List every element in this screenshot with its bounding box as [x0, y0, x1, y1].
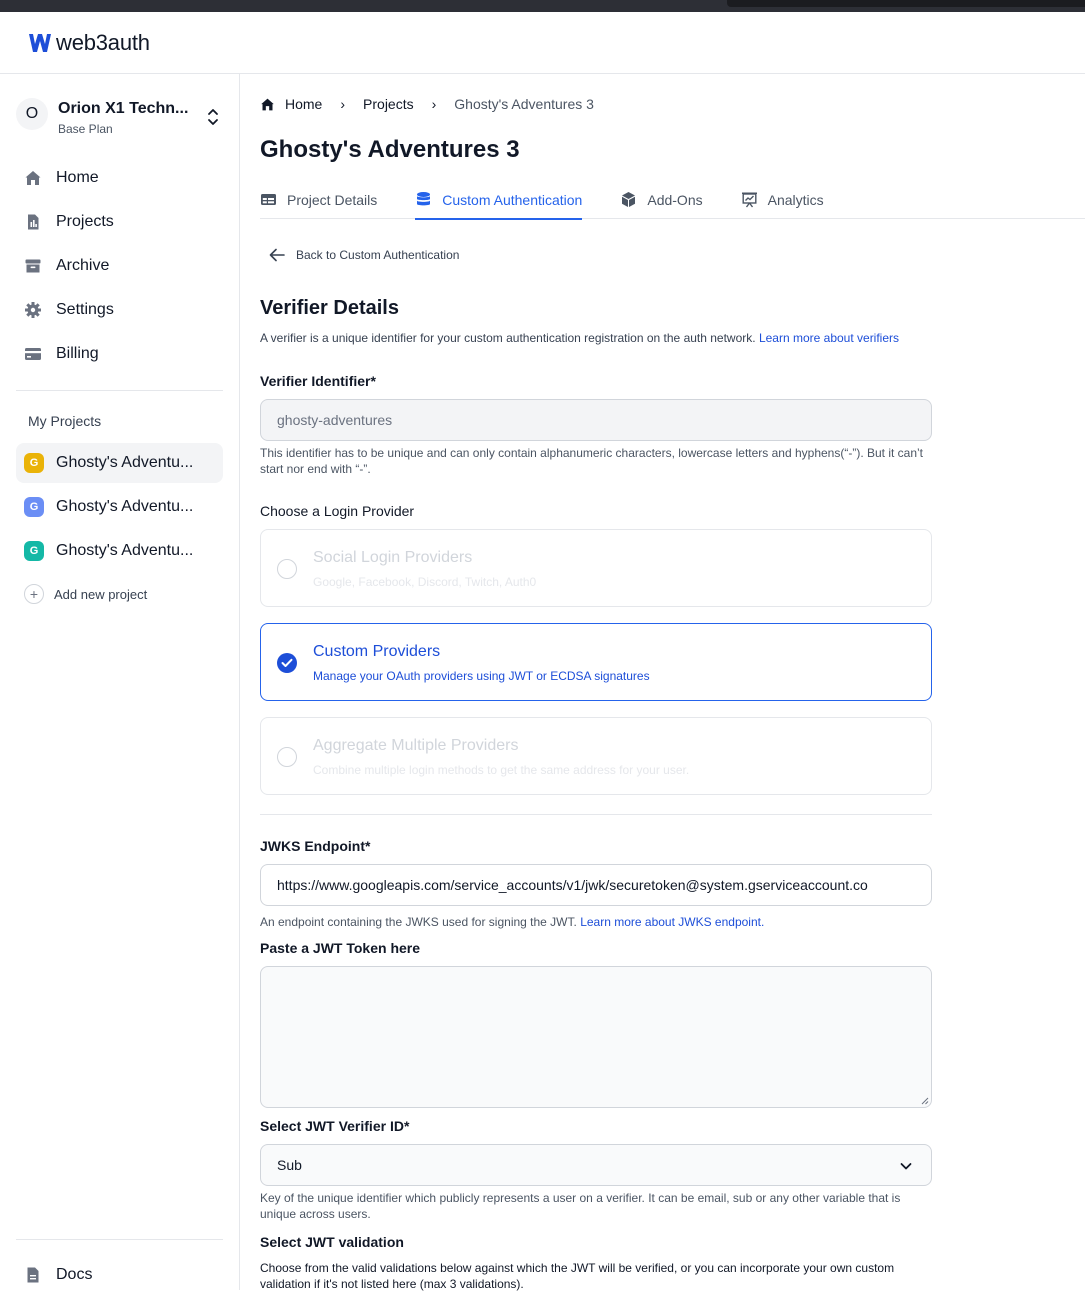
- back-label: Back to Custom Authentication: [296, 248, 460, 262]
- verifier-identifier-value: ghosty-adventures: [277, 412, 393, 428]
- presentation-chart-icon: [741, 191, 758, 208]
- sidebar-item-label: Settings: [56, 301, 114, 318]
- radio-button[interactable]: [277, 559, 297, 579]
- jwt-validation-description: Choose from the valid validations below against which the JWT will be verified, or you can incorporate your own custom validation if it's not listed here (max 3 validations).: [260, 1261, 895, 1291]
- gear-icon: [24, 301, 42, 319]
- project-item[interactable]: [16, 531, 223, 571]
- home-icon: [24, 169, 42, 187]
- provider-option-subtitle: Google, Facebook, Discord, Twitch, Auth0: [313, 575, 537, 589]
- jwks-endpoint-label: JWKS Endpoint*: [260, 838, 371, 854]
- tab-label: Project Details: [287, 191, 378, 208]
- org-plan: Base Plan: [58, 122, 113, 136]
- org-avatar: O: [16, 98, 48, 130]
- tab-project-details[interactable]: [260, 180, 377, 219]
- brand-logo[interactable]: [28, 30, 150, 56]
- tab-label: Add-Ons: [647, 191, 703, 208]
- sidebar-item-label: Projects: [56, 213, 114, 230]
- main-content: [240, 74, 1085, 1290]
- page-title: Ghosty's Adventures 3: [260, 136, 520, 163]
- sidebar-divider: [16, 390, 223, 391]
- sidebar-item-docs[interactable]: [24, 1266, 92, 1284]
- tab-add-ons[interactable]: [620, 180, 702, 219]
- radio-button[interactable]: [277, 747, 297, 767]
- document-icon: [24, 1266, 42, 1284]
- project-badge: G: [24, 453, 44, 473]
- verifier-identifier-label: Verifier Identifier*: [260, 373, 376, 389]
- sidebar-nav: [16, 156, 224, 376]
- add-project-button[interactable]: [24, 584, 147, 604]
- org-name: Orion X1 Techn...: [58, 100, 189, 117]
- login-provider-label: Choose a Login Provider: [260, 503, 415, 519]
- tab-analytics[interactable]: [741, 180, 824, 219]
- jwt-token-textarea[interactable]: [260, 966, 932, 1108]
- project-label: Ghosty's Adventu...: [56, 454, 194, 471]
- window-top-strip: [0, 0, 1085, 12]
- learn-more-verifiers-link[interactable]: Learn more about verifiers: [758, 331, 900, 345]
- verifier-description-text: A verifier is a unique identifier for your custom authentication registration on the auth network.: [260, 331, 756, 345]
- web3auth-logo-icon: [28, 31, 52, 55]
- resize-grip-icon[interactable]: [921, 1097, 929, 1105]
- sidebar-item-label: Home: [56, 169, 99, 186]
- project-label: Ghosty's Adventu...: [56, 542, 194, 559]
- jwks-endpoint-helper: [260, 914, 932, 930]
- verifier-description: [260, 331, 899, 345]
- sidebar-item-label: Archive: [56, 257, 110, 274]
- learn-more-jwks-link[interactable]: Learn more about JWKS endpoint.: [580, 915, 765, 929]
- sidebar-item-home[interactable]: [16, 156, 224, 200]
- archive-icon: [24, 257, 42, 275]
- sidebar: [0, 74, 240, 1290]
- sidebar-item-projects[interactable]: [16, 200, 224, 244]
- project-item[interactable]: [16, 443, 223, 483]
- jwks-helper-text: An endpoint containing the JWKS used for signing the JWT.: [260, 915, 577, 929]
- project-badge: G: [24, 497, 44, 517]
- jwks-endpoint-input[interactable]: [260, 864, 932, 906]
- breadcrumb-projects[interactable]: Projects: [363, 96, 414, 112]
- app-header: [0, 12, 1085, 74]
- verifier-identifier-helper: This identifier has to be unique and can only contain alphanumeric characters, lowercase letters and hyphens(“-”). But it can’t start nor end with “-”.: [260, 446, 924, 476]
- chevron-right-icon: ›: [431, 96, 437, 112]
- table-icon: [260, 191, 277, 208]
- project-label: Ghosty's Adventu...: [56, 498, 194, 515]
- provider-option-title: Custom Providers: [313, 643, 441, 660]
- project-item[interactable]: [16, 487, 223, 527]
- verifier-details-title: Verifier Details: [260, 297, 399, 319]
- chevron-right-icon: ›: [340, 96, 346, 112]
- provider-option-title: Social Login Providers: [313, 549, 473, 566]
- provider-option-social[interactable]: [260, 529, 932, 607]
- sidebar-item-billing[interactable]: [16, 332, 224, 376]
- provider-option-subtitle: Combine multiple login methods to get the same address for your user.: [313, 763, 690, 777]
- projects-icon: [24, 213, 42, 231]
- provider-option-title: Aggregate Multiple Providers: [313, 737, 519, 754]
- arrow-left-icon: [268, 246, 286, 264]
- brand-name: web3auth: [56, 30, 150, 55]
- database-icon: [415, 191, 432, 208]
- jwt-verifier-id-helper: Key of the unique identifier which publicly represents a user on a verifier. It can be email, sub or any other variable that is unique across users.: [260, 1191, 901, 1221]
- my-projects-title: My Projects: [28, 413, 102, 429]
- provider-option-aggregate[interactable]: [260, 717, 932, 795]
- project-list: [16, 443, 223, 575]
- back-link[interactable]: [268, 246, 459, 264]
- check-icon: [281, 658, 293, 668]
- sidebar-divider-bottom: [16, 1239, 223, 1240]
- org-switcher[interactable]: [16, 96, 224, 136]
- project-badge: G: [24, 541, 44, 561]
- tab-label: Custom Authentication: [442, 191, 583, 208]
- breadcrumb-current: Ghosty's Adventures 3: [454, 96, 594, 112]
- jwt-validation-label: Select JWT validation: [260, 1234, 404, 1250]
- home-icon: [260, 97, 275, 112]
- breadcrumb: [260, 96, 594, 112]
- project-tabs: [260, 180, 1085, 219]
- jwt-verifier-id-label: Select JWT Verifier ID*: [260, 1118, 410, 1134]
- tab-label: Analytics: [767, 191, 824, 208]
- chevron-down-icon: [899, 1159, 913, 1173]
- tab-custom-authentication[interactable]: [415, 180, 582, 219]
- add-project-label: Add new project: [54, 586, 148, 602]
- sidebar-item-label: Billing: [56, 345, 99, 362]
- radio-button-checked[interactable]: [277, 653, 297, 673]
- cube-icon: [620, 191, 637, 208]
- form-divider: [260, 814, 932, 815]
- jwks-endpoint-value: https://www.googleapis.com/service_accounts/v1/jwk/securetoken@system.gserviceaccount.co: [277, 877, 868, 893]
- jwt-verifier-id-value: Sub: [277, 1157, 302, 1173]
- verifier-identifier-input[interactable]: [260, 399, 932, 441]
- plus-icon: +: [24, 584, 44, 604]
- docs-label: Docs: [56, 1266, 93, 1283]
- provider-option-custom[interactable]: [260, 623, 932, 701]
- sidebar-item-archive[interactable]: [16, 244, 224, 288]
- browser-tab-strip: [727, 0, 1085, 7]
- chevron-up-down-icon: [206, 108, 220, 126]
- provider-option-subtitle: Manage your OAuth providers using JWT or ECDSA signatures: [313, 669, 650, 683]
- billing-card-icon: [24, 345, 42, 363]
- jwt-verifier-id-select[interactable]: [260, 1144, 932, 1186]
- sidebar-item-settings[interactable]: [16, 288, 224, 332]
- breadcrumb-home[interactable]: Home: [285, 96, 323, 112]
- jwt-token-label: Paste a JWT Token here: [260, 940, 421, 956]
